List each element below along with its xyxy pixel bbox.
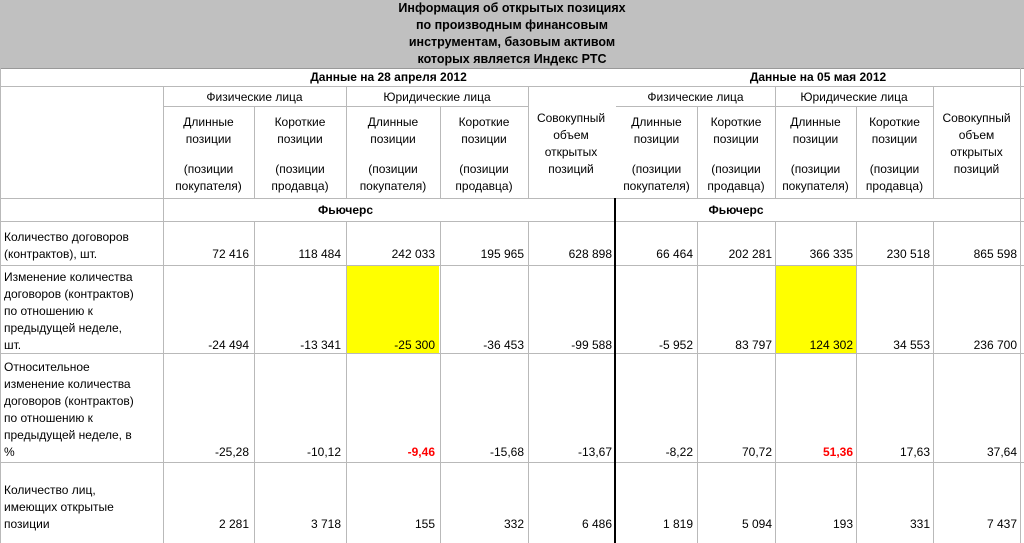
value-cell: -5 952	[658, 338, 693, 352]
value-cell: 70,72	[741, 445, 772, 459]
group-legal-apr: Юридические лица	[383, 90, 491, 104]
row-label: позиции	[4, 517, 50, 531]
title-line-4: которых является Индекс РТС	[417, 52, 607, 66]
spreadsheet: Информация об открытых позициях по производным финансовым инструментам, базовым активом которых является Индекс РТС Данные на 28 апреля 2012 Данные на 05 мая 2012 Физические лица Юридические лица Физические лица Юридические лица Длинные позиции (позиции покупателя) Короткие позиции (позиции продавца) Длинные позиции (позиции покупателя) Короткие позиции (позиции продавца) Совокупный объем открытых позиций Длинные позиции (позиции покупателя) Короткие позиции (позиции продавца) Длинные позиции (позиции покупателя) Короткие позиции (позиции продавца) Совокупный объем открытых позиций Фьючерс Фьючерс Количество договоров (контрактов), шт. 72 416 118 484 242 033 195 965 628 898 66 464 202 281 366 335 230 518 865 598 Изменение количества договоров (контрактов) по отношению к предыдущей неделе, шт. -24 494 -13 341 -25 300 -36 453 -99 588 -5 952 83 797 124 302 34 553 236 700 Относительное изменение количества договоров (контрактов) по отношению к предыдущей неделе, в % -25,28 -10,12 -9,46 -15,68 -13,67 -8,22 70,72 51,36 17,63 37,64 Количество лиц, имеющих открытые позиции 2 281 3 718 155 332 6 486 1 819 5 094 193 331 7 437	[0, 0, 1024, 543]
value-cell-emphasized: 51,36	[822, 445, 853, 459]
value-cell: 5 094	[741, 517, 772, 531]
row-label: по отношению к	[4, 411, 93, 425]
row-label: договоров (контрактов)	[4, 394, 134, 408]
row-label: Количество договоров	[4, 230, 129, 244]
value-cell: 1 819	[662, 517, 693, 531]
value-cell: 155	[414, 517, 435, 531]
row-label: договоров (контрактов)	[4, 287, 134, 301]
period-header-apr: Данные на 28 апреля 2012	[310, 70, 467, 84]
value-cell: -8,22	[665, 445, 693, 459]
period-header-may: Данные на 05 мая 2012	[749, 70, 887, 84]
value-cell: 236 700	[973, 338, 1017, 352]
row-label: %	[4, 445, 15, 459]
row-label: Относительное	[4, 360, 90, 374]
section-label-may: Фьючерс	[708, 203, 764, 217]
row-label: по отношению к	[4, 304, 93, 318]
value-cell: 331	[909, 517, 930, 531]
value-cell: 83 797	[735, 338, 772, 352]
row-label: Изменение количества	[4, 270, 133, 284]
group-physical-apr: Физические лица	[206, 90, 303, 104]
value-cell: 3 718	[310, 517, 341, 531]
value-cell: -25,28	[214, 445, 249, 459]
value-cell: 230 518	[886, 247, 930, 261]
value-cell: 195 965	[480, 247, 524, 261]
row-label: предыдущей неделе,	[4, 321, 122, 335]
value-cell: -13,67	[577, 445, 612, 459]
title-line-2: по производным финансовым	[415, 18, 609, 32]
row-label: имеющих открытые	[4, 500, 114, 514]
value-cell: 332	[503, 517, 524, 531]
value-cell: 66 464	[656, 247, 693, 261]
value-cell: 865 598	[973, 247, 1017, 261]
row-label: Количество лиц,	[4, 483, 96, 497]
section-label-apr: Фьючерс	[317, 203, 374, 217]
value-cell: -24 494	[208, 338, 249, 352]
value-cell: -25 300	[394, 338, 435, 352]
value-cell: 366 335	[809, 247, 853, 261]
value-cell: 34 553	[893, 338, 930, 352]
value-cell: 17,63	[899, 445, 930, 459]
row-label: предыдущей неделе, в	[4, 428, 132, 442]
value-cell: 193	[832, 517, 853, 531]
value-cell: 72 416	[212, 247, 249, 261]
value-cell: 37,64	[986, 445, 1017, 459]
row-label: изменение количества	[4, 377, 131, 391]
value-cell: -15,68	[489, 445, 524, 459]
value-cell: 202 281	[728, 247, 772, 261]
value-cell: -13 341	[300, 338, 341, 352]
value-cell-emphasized: -9,46	[407, 445, 435, 459]
row-label: (контрактов), шт.	[4, 247, 98, 261]
value-cell: 124 302	[809, 338, 853, 352]
value-cell: 6 486	[581, 517, 612, 531]
value-cell: 2 281	[218, 517, 249, 531]
value-cell: -10,12	[306, 445, 341, 459]
title-line-1: Информация об открытых позициях	[398, 1, 626, 15]
value-cell: -99 588	[571, 338, 612, 352]
row-label: шт.	[4, 338, 22, 352]
value-cell: -36 453	[483, 338, 524, 352]
value-cell: 242 033	[391, 247, 435, 261]
value-cell: 7 437	[986, 517, 1017, 531]
title-line-3: инструментам, базовым активом	[408, 35, 616, 49]
value-cell: 118 484	[298, 247, 341, 261]
table-title-band	[0, 0, 1024, 69]
group-legal-may: Юридические лица	[800, 90, 908, 104]
value-cell: 628 898	[568, 247, 612, 261]
group-physical-may: Физические лица	[647, 90, 744, 104]
